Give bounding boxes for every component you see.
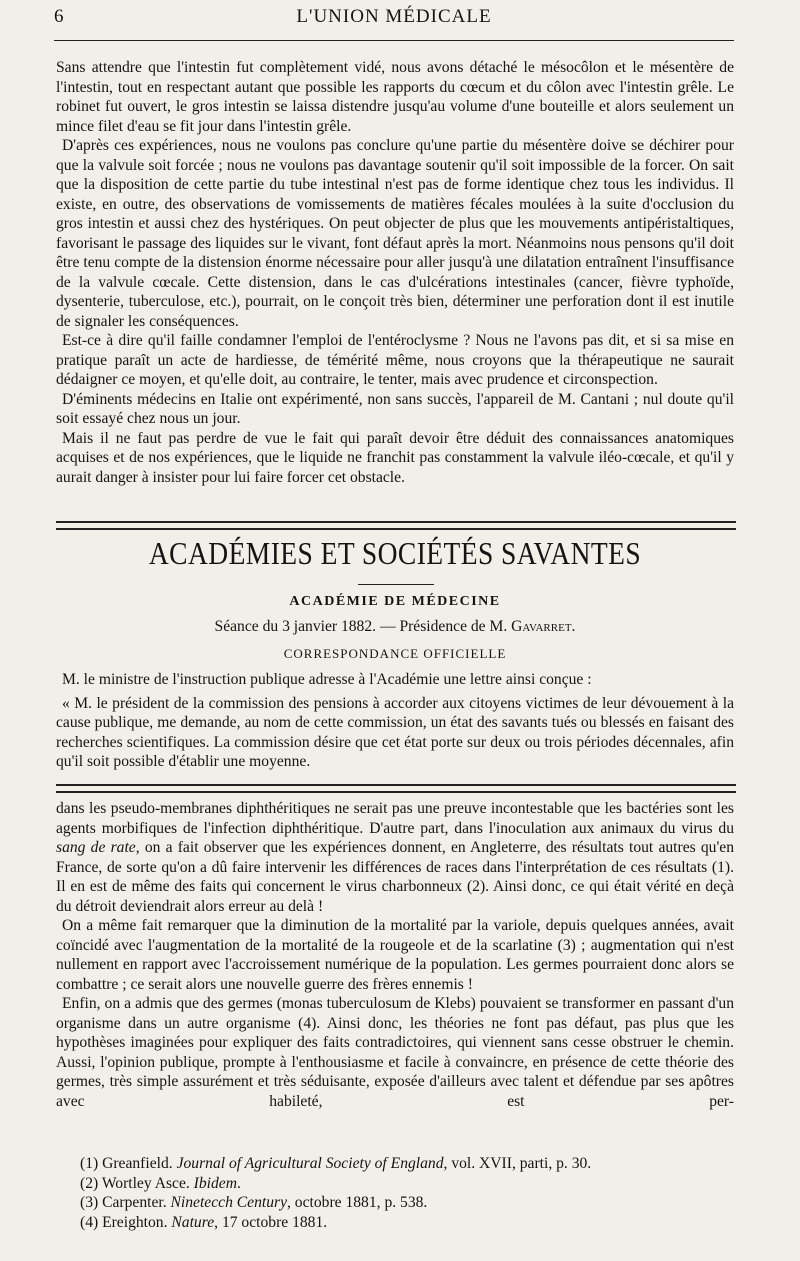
footnotes bbox=[80, 1154, 740, 1232]
italic-term: sang de rate bbox=[56, 839, 136, 856]
footnote: (3) Carpenter. Ninetecch Century, octobre 1881, p. 538. bbox=[80, 1194, 428, 1211]
paragraph: Est-ce à dire qu'il faille condamner l'emploi de l'entéroclysme ? Nous ne l'avons pas dit, et si sa mise en pratique paraît un acte de hardiesse, de témérité même, nous croyons que la thérapeutique ne saurait dédaigner ce moyen, et qu'elle doit, au contraire, le tenter, mais avec prudence et circonspection. bbox=[56, 332, 734, 388]
section-divider bbox=[56, 521, 736, 530]
article-continuation bbox=[56, 58, 734, 487]
subsection-heading: CORRESPONDANCE OFFICIELLE bbox=[283, 646, 507, 661]
running-title: L'UNION MÉDICALE bbox=[296, 6, 492, 27]
page-number: 6 bbox=[54, 6, 65, 27]
page-header bbox=[54, 6, 734, 30]
paragraph: D'après ces expériences, nous ne voulons pas conclure qu'une partie du mésentère doive se déchirer pour que la valvule soit forcée ; nous ne voulons pas davantage soutenir qu'il soit impossible de la forcer. On sait que la disposition de cette partie du tube intestinal n'est pas de forme identique chez tous les individus. Il existe, en outre, des observations de vomissements de matières fécales moulées à la suite d'occlusion du gros intestin et aussi chez des hystériques. On peut objecter de plus que les mouvements antipéristaltiques, favorisant le passage des liquides sur le vivant, font défaut après la mort. Néanmoins nous pensons qu'il doit être tenu compte de la distension énorme nécessaire pour aller jusqu'à une dilatation entraînent l'insuffisance de la valvule cœcale. Cette distension, dans le cas d'ulcérations intestinales (cancer, fièvre typhoïde, dysenterie, tuberculose, etc.), pourrait, on le conçoit très bien, déterminer une perforation dont il est inutile de signaler les conséquences. bbox=[56, 137, 734, 330]
paragraph: Enfin, on a admis que des germes (monas tuberculosum de Klebs) pouvaient se transformer en passant d'un organisme dans un autre organisme (4). Ainsi donc, les théories ne font pas défaut, pas plus que les hypothèses imaginées pour expliquer des faits contradictoires, qui viennent sans cesse obstruer le chemin. Aussi, l'opinion publique, prompte à l'enthousiasme et facile à convaincre, en présence de cette théorie des germes, très simple assurément et très séduisante, exposée d'ailleurs avec talent et défendue par ses apôtres avec habileté, est per- bbox=[56, 995, 734, 1110]
title-rule bbox=[358, 584, 434, 585]
paragraph: Mais il ne faut pas perdre de vue le fait qui paraît devoir être déduit des connaissances anatomiques acquises et de nos expériences, que le liquide ne franchit pas constamment la valvule iléo-cœcale, et qu'il y aurait danger à insister pour lui faire forcer cet obstacle. bbox=[56, 429, 734, 486]
paragraph: dans les pseudo-membranes diphthéritiques ne serait pas une preuve incontestable que les bactéries sont les agents morbifiques de l'infection diphthéritique. D'autre part, dans l'inoculation aux animaux du virus du sang de rate, on a fait observer que les expériences donnent, en Angleterre, des résultats tout autres qu'en France, de sorte qu'on a dû faire intervenir les différences de races dans l'interprétation de ces résultats (1). Il en est de même des faits qui concernent le virus charbonneux (2). Ainsi donc, ce qui était vérité en deçà du détroit deviendrait alors erreur au delà ! bbox=[56, 800, 735, 915]
section-title: ACADÉMIES ET SOCIÉTÉS SAVANTES bbox=[148, 535, 642, 571]
letter-intro: M. le ministre de l'instruction publique adresse à l'Académie une lettre ainsi conçue : bbox=[62, 671, 592, 688]
session-line: Séance du 3 janvier 1882. — Présidence de M. Gavarret. bbox=[214, 618, 576, 635]
academy-heading: ACADÉMIE DE MÉDECINE bbox=[289, 594, 501, 609]
paragraph: Sans attendre que l'intestin fut complètement vidé, nous avons détaché le mésocôlon et le mésentère de l'intestin, tout en respectant autant que possible les rapports du cœcum et du côlon avec l'intestin grêle. Le robinet fut ouvert, le gros intestin se laissa distendre jusqu'au volume d'une bouteille et alors seulement un mince filet d'eau se fit jour dans l'intestin grêle. bbox=[56, 59, 734, 135]
header-rule bbox=[54, 40, 734, 41]
paragraph: On a même fait remarquer que la diminution de la mortalité par la variole, depuis quelques années, avait coïncidé avec l'augmentation de la mortalité de la rougeole et de la scarlatine (3) ; augmentation qui n'est nullement en rapport avec l'accroissement numérique de la population. Les germes pourraient donc alors se combattre ; ce serait alors une nouvelle guerre des frères ennemis ! bbox=[56, 917, 734, 993]
president-name: Gavarret bbox=[511, 618, 572, 635]
footnote: (1) Greanfield. Journal of Agricultural Society of England, vol. XVII, parti, p. 30. bbox=[80, 1155, 592, 1172]
letter-block bbox=[56, 670, 734, 772]
footnote: (4) Ereighton. Nature, 17 octobre 1881. bbox=[80, 1213, 328, 1231]
column-divider bbox=[56, 784, 736, 793]
footnote: (2) Wortley Asce. Ibidem. bbox=[80, 1174, 241, 1192]
paragraph: D'éminents médecins en Italie ont expérimenté, non sans succès, l'appareil de M. Cantani ; nul doute qu'il soit essayé chez nous un jour. bbox=[56, 390, 734, 427]
letter-text: « M. le président de la commission des pensions à accorder aux citoyens victimes de leur dévouement à la cause publique, me demande, au nom de cette commission, un état des savants tués ou blessés en faisant des recherches scientifiques. La commission désire que cet état porte sur deux ou trois périodes décennales, afin qu'il soit possible d'établir une moyenne. bbox=[56, 694, 734, 770]
article-body bbox=[56, 799, 734, 1111]
